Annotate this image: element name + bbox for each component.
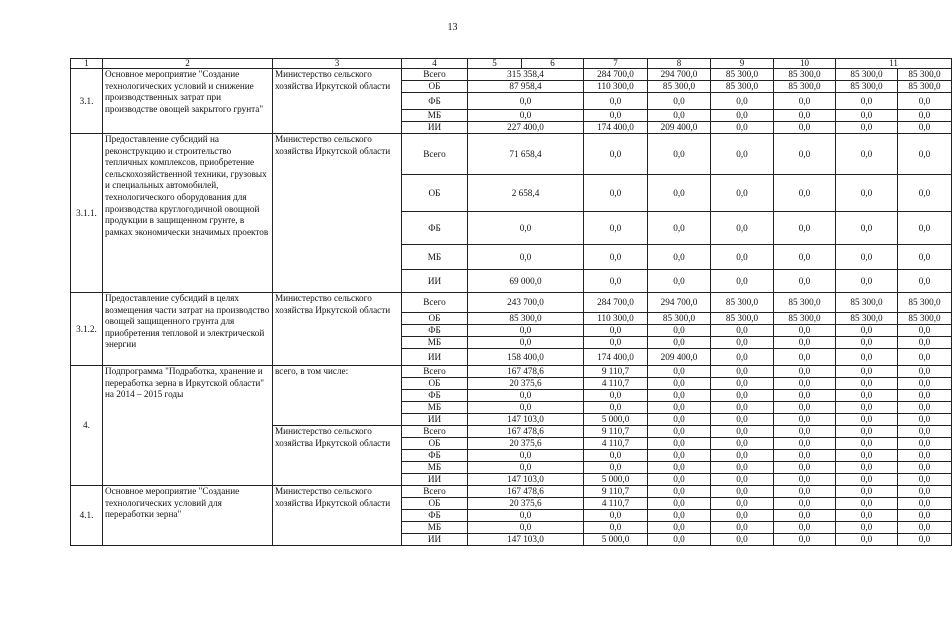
- amount-cell: 174 400,0: [584, 349, 648, 366]
- amount-cell: 0,0: [898, 175, 952, 212]
- funding-source: Всего: [402, 69, 468, 81]
- amount-cell: 0,0: [898, 474, 952, 486]
- amount-cell: 0,0: [711, 93, 774, 110]
- amount-cell: 0,0: [836, 366, 898, 378]
- amount-cell: 85 300,0: [836, 81, 898, 93]
- amount-cell: 0,0: [468, 212, 584, 245]
- amount-cell: 20 375,6: [468, 438, 584, 450]
- amount-cell: 0,0: [898, 349, 952, 366]
- amount-cell: 85 300,0: [468, 313, 584, 325]
- amount-cell: 4 110,7: [584, 378, 648, 390]
- executor: Министерство сельского хозяйства Иркутской области: [273, 69, 402, 134]
- amount-cell: 0,0: [584, 134, 648, 175]
- amount-cell: 85 300,0: [898, 313, 952, 325]
- amount-cell: 85 300,0: [711, 81, 774, 93]
- amount-cell: 85 300,0: [774, 293, 836, 313]
- amount-cell: 0,0: [836, 325, 898, 337]
- item-name: Основное мероприятие "Создание технологических условий и снижение производственных затрат при производстве овощей закрытого грунта": [103, 69, 273, 134]
- amount-cell: 0,0: [468, 510, 584, 522]
- funding-source: ОБ: [402, 81, 468, 93]
- amount-cell: 0,0: [898, 325, 952, 337]
- amount-cell: 85 300,0: [836, 293, 898, 313]
- amount-cell: 0,0: [648, 378, 711, 390]
- amount-cell: 284 700,0: [584, 69, 648, 81]
- amount-cell: 0,0: [584, 450, 648, 462]
- amount-cell: 0,0: [774, 426, 836, 438]
- amount-cell: 0,0: [836, 337, 898, 349]
- amount-cell: 0,0: [648, 325, 711, 337]
- amount-cell: 0,0: [584, 270, 648, 293]
- amount-cell: 0,0: [836, 462, 898, 474]
- amount-cell: 69 000,0: [468, 270, 584, 293]
- amount-cell: 0,0: [774, 270, 836, 293]
- amount-cell: 0,0: [648, 426, 711, 438]
- amount-cell: 0,0: [836, 378, 898, 390]
- amount-cell: 0,0: [711, 426, 774, 438]
- amount-cell: 0,0: [584, 402, 648, 414]
- amount-cell: 0,0: [584, 212, 648, 245]
- amount-cell: 0,0: [836, 474, 898, 486]
- amount-cell: 0,0: [898, 426, 952, 438]
- amount-cell: 0,0: [711, 110, 774, 122]
- amount-cell: 20 375,6: [468, 378, 584, 390]
- amount-cell: 0,0: [648, 498, 711, 510]
- amount-cell: 0,0: [711, 349, 774, 366]
- amount-cell: 85 300,0: [898, 293, 952, 313]
- amount-cell: 110 300,0: [584, 81, 648, 93]
- funding-source: ФБ: [402, 93, 468, 110]
- amount-cell: 209 400,0: [648, 122, 711, 134]
- amount-cell: 0,0: [774, 450, 836, 462]
- item-name: Подпрограмма "Подработка, хранение и переработка зерна в Иркутской области" на 2014 – 2015 годы: [103, 366, 273, 486]
- amount-cell: 0,0: [648, 462, 711, 474]
- amount-cell: 0,0: [711, 414, 774, 426]
- page-number: 13: [447, 22, 458, 33]
- amount-cell: 0,0: [898, 534, 952, 546]
- amount-cell: 174 400,0: [584, 122, 648, 134]
- amount-cell: 0,0: [648, 402, 711, 414]
- amount-cell: 0,0: [898, 510, 952, 522]
- amount-cell: 0,0: [468, 522, 584, 534]
- funding-source: ОБ: [402, 378, 468, 390]
- amount-cell: 0,0: [648, 337, 711, 349]
- table-row: [71, 134, 952, 175]
- amount-cell: 0,0: [648, 390, 711, 402]
- amount-cell: 0,0: [774, 245, 836, 270]
- amount-cell: 0,0: [648, 414, 711, 426]
- amount-cell: 0,0: [774, 122, 836, 134]
- amount-cell: 0,0: [898, 414, 952, 426]
- item-number: 3.1.: [71, 69, 103, 134]
- amount-cell: 85 300,0: [648, 81, 711, 93]
- amount-cell: 0,0: [898, 378, 952, 390]
- funding-source: ФБ: [402, 325, 468, 337]
- table-header-row: [71, 59, 952, 69]
- amount-cell: 0,0: [711, 462, 774, 474]
- amount-cell: 0,0: [836, 390, 898, 402]
- funding-source: ОБ: [402, 175, 468, 212]
- amount-cell: 0,0: [774, 438, 836, 450]
- amount-cell: 0,0: [774, 175, 836, 212]
- amount-cell: 0,0: [584, 390, 648, 402]
- column-header-5: 5: [468, 59, 522, 69]
- amount-cell: 85 300,0: [711, 293, 774, 313]
- amount-cell: 0,0: [468, 390, 584, 402]
- amount-cell: 0,0: [774, 366, 836, 378]
- amount-cell: 0,0: [898, 212, 952, 245]
- amount-cell: 0,0: [711, 402, 774, 414]
- executor: Министерство сельского хозяйства Иркутской области: [273, 134, 402, 293]
- amount-cell: 0,0: [648, 474, 711, 486]
- amount-cell: 0,0: [711, 212, 774, 245]
- funding-source: ФБ: [402, 510, 468, 522]
- amount-cell: 0,0: [584, 93, 648, 110]
- amount-cell: 0,0: [711, 134, 774, 175]
- amount-cell: 158 400,0: [468, 349, 584, 366]
- amount-cell: 0,0: [774, 414, 836, 426]
- amount-cell: 0,0: [648, 110, 711, 122]
- column-header-9: 9: [711, 59, 774, 69]
- amount-cell: 0,0: [711, 175, 774, 212]
- funding-source: ФБ: [402, 212, 468, 245]
- amount-cell: 0,0: [898, 122, 952, 134]
- amount-cell: 0,0: [648, 93, 711, 110]
- amount-cell: 85 300,0: [898, 81, 952, 93]
- item-number: 4.1.: [71, 486, 103, 546]
- amount-cell: 0,0: [468, 462, 584, 474]
- amount-cell: 0,0: [584, 110, 648, 122]
- amount-cell: 0,0: [774, 325, 836, 337]
- amount-cell: 0,0: [836, 450, 898, 462]
- amount-cell: 0,0: [836, 349, 898, 366]
- amount-cell: 0,0: [468, 402, 584, 414]
- amount-cell: 227 400,0: [468, 122, 584, 134]
- amount-cell: 85 300,0: [711, 69, 774, 81]
- amount-cell: 9 110,7: [584, 426, 648, 438]
- table-row: [71, 69, 952, 81]
- funding-source: ИИ: [402, 270, 468, 293]
- amount-cell: 0,0: [898, 337, 952, 349]
- executor: Министерство сельского хозяйства Иркутской области: [273, 486, 402, 546]
- column-header-1: 1: [71, 59, 103, 69]
- amount-cell: 2 658,4: [468, 175, 584, 212]
- amount-cell: 0,0: [584, 462, 648, 474]
- amount-cell: 0,0: [898, 486, 952, 498]
- item-number: 3.1.1.: [71, 134, 103, 293]
- amount-cell: 0,0: [648, 486, 711, 498]
- amount-cell: 0,0: [711, 390, 774, 402]
- amount-cell: 147 103,0: [468, 414, 584, 426]
- amount-cell: 0,0: [774, 93, 836, 110]
- funding-source: ОБ: [402, 438, 468, 450]
- amount-cell: 0,0: [711, 486, 774, 498]
- funding-source: МБ: [402, 110, 468, 122]
- executor: Министерство сельского хозяйства Иркутской области: [273, 293, 402, 366]
- amount-cell: 87 958,4: [468, 81, 584, 93]
- amount-cell: 0,0: [711, 438, 774, 450]
- amount-cell: 0,0: [584, 175, 648, 212]
- amount-cell: 4 110,7: [584, 498, 648, 510]
- amount-cell: 0,0: [648, 245, 711, 270]
- funding-source: ОБ: [402, 498, 468, 510]
- amount-cell: 0,0: [774, 390, 836, 402]
- amount-cell: 0,0: [898, 438, 952, 450]
- amount-cell: 0,0: [836, 93, 898, 110]
- amount-cell: 0,0: [711, 498, 774, 510]
- table-row: [71, 366, 952, 378]
- funding-source: МБ: [402, 462, 468, 474]
- amount-cell: 71 658,4: [468, 134, 584, 175]
- amount-cell: 0,0: [836, 438, 898, 450]
- amount-cell: 85 300,0: [774, 313, 836, 325]
- amount-cell: 85 300,0: [774, 81, 836, 93]
- amount-cell: 0,0: [774, 349, 836, 366]
- amount-cell: 0,0: [774, 378, 836, 390]
- amount-cell: 0,0: [584, 337, 648, 349]
- amount-cell: 0,0: [711, 245, 774, 270]
- amount-cell: 0,0: [774, 486, 836, 498]
- column-header-7: 7: [584, 59, 648, 69]
- funding-source: ИИ: [402, 474, 468, 486]
- executor: всего, в том числе:: [273, 366, 402, 426]
- amount-cell: 209 400,0: [648, 349, 711, 366]
- amount-cell: 0,0: [711, 337, 774, 349]
- funding-source: МБ: [402, 337, 468, 349]
- amount-cell: 0,0: [898, 390, 952, 402]
- table-row: [71, 486, 952, 498]
- amount-cell: 0,0: [468, 110, 584, 122]
- amount-cell: 0,0: [648, 510, 711, 522]
- funding-source: ИИ: [402, 414, 468, 426]
- amount-cell: 85 300,0: [836, 69, 898, 81]
- executor: Министерство сельского хозяйства Иркутской области: [273, 426, 402, 486]
- amount-cell: 0,0: [648, 270, 711, 293]
- amount-cell: 85 300,0: [836, 313, 898, 325]
- item-name: Предоставление субсидий на реконструкцию и строительство тепличных комплексов, приобретение сельскохозяйственной техники, грузовых и специальных автомобилей, технологического оборудования для производства круглогодичной овощной продукции в защищенном грунте, в рамках экономически значимых проектов: [103, 134, 273, 293]
- amount-cell: 0,0: [898, 93, 952, 110]
- amount-cell: 0,0: [836, 110, 898, 122]
- amount-cell: 167 478,6: [468, 486, 584, 498]
- amount-cell: 5 000,0: [584, 474, 648, 486]
- amount-cell: 0,0: [648, 522, 711, 534]
- amount-cell: 0,0: [468, 93, 584, 110]
- amount-cell: 167 478,6: [468, 426, 584, 438]
- amount-cell: 0,0: [774, 498, 836, 510]
- amount-cell: 0,0: [774, 522, 836, 534]
- funding-source: МБ: [402, 522, 468, 534]
- program-funding-table: [70, 58, 952, 546]
- funding-source: ФБ: [402, 450, 468, 462]
- amount-cell: 0,0: [584, 325, 648, 337]
- column-header-4: 4: [402, 59, 468, 69]
- amount-cell: 0,0: [774, 110, 836, 122]
- amount-cell: 147 103,0: [468, 534, 584, 546]
- amount-cell: 0,0: [836, 270, 898, 293]
- table-row: [71, 293, 952, 313]
- amount-cell: 294 700,0: [648, 293, 711, 313]
- amount-cell: 0,0: [648, 438, 711, 450]
- amount-cell: 110 300,0: [584, 313, 648, 325]
- amount-cell: 0,0: [648, 134, 711, 175]
- amount-cell: 9 110,7: [584, 366, 648, 378]
- funding-source: Всего: [402, 293, 468, 313]
- amount-cell: 0,0: [648, 212, 711, 245]
- amount-cell: 0,0: [836, 175, 898, 212]
- item-name: Основное мероприятие "Создание технологических условий для переработки зерна": [103, 486, 273, 546]
- amount-cell: 85 300,0: [648, 313, 711, 325]
- amount-cell: 0,0: [774, 402, 836, 414]
- amount-cell: 0,0: [468, 450, 584, 462]
- amount-cell: 147 103,0: [468, 474, 584, 486]
- amount-cell: 0,0: [711, 474, 774, 486]
- amount-cell: 0,0: [711, 270, 774, 293]
- amount-cell: 0,0: [774, 134, 836, 175]
- funding-source: Всего: [402, 426, 468, 438]
- funding-source: МБ: [402, 245, 468, 270]
- amount-cell: 0,0: [898, 134, 952, 175]
- amount-cell: 0,0: [648, 534, 711, 546]
- funding-source: ИИ: [402, 349, 468, 366]
- amount-cell: 0,0: [711, 510, 774, 522]
- amount-cell: 0,0: [836, 212, 898, 245]
- amount-cell: 0,0: [898, 450, 952, 462]
- amount-cell: 0,0: [648, 450, 711, 462]
- amount-cell: 0,0: [898, 522, 952, 534]
- amount-cell: 0,0: [836, 486, 898, 498]
- amount-cell: 9 110,7: [584, 486, 648, 498]
- amount-cell: 0,0: [584, 522, 648, 534]
- amount-cell: 0,0: [711, 122, 774, 134]
- amount-cell: 5 000,0: [584, 534, 648, 546]
- amount-cell: 85 300,0: [898, 69, 952, 81]
- amount-cell: 85 300,0: [711, 313, 774, 325]
- amount-cell: 0,0: [898, 270, 952, 293]
- funding-source: Всего: [402, 134, 468, 175]
- column-header-11: 11: [836, 59, 952, 69]
- amount-cell: 167 478,6: [468, 366, 584, 378]
- amount-cell: 0,0: [836, 134, 898, 175]
- amount-cell: 4 110,7: [584, 438, 648, 450]
- amount-cell: 0,0: [836, 414, 898, 426]
- amount-cell: 5 000,0: [584, 414, 648, 426]
- amount-cell: 315 358,4: [468, 69, 584, 81]
- amount-cell: 0,0: [711, 325, 774, 337]
- amount-cell: 0,0: [774, 510, 836, 522]
- funding-source: ИИ: [402, 534, 468, 546]
- item-name: Предоставление субсидий в целях возмещения части затрат на производство овощей защищенного грунта для приобретения тепловой и электрической энергии: [103, 293, 273, 366]
- funding-source: МБ: [402, 402, 468, 414]
- amount-cell: 0,0: [836, 498, 898, 510]
- amount-cell: 243 700,0: [468, 293, 584, 313]
- item-number: 4.: [71, 366, 103, 486]
- funding-source: ФБ: [402, 390, 468, 402]
- amount-cell: 0,0: [836, 402, 898, 414]
- amount-cell: 0,0: [711, 366, 774, 378]
- amount-cell: 0,0: [468, 337, 584, 349]
- amount-cell: 0,0: [836, 426, 898, 438]
- column-header-8: 8: [648, 59, 711, 69]
- amount-cell: 0,0: [711, 534, 774, 546]
- amount-cell: 0,0: [711, 522, 774, 534]
- amount-cell: 0,0: [836, 510, 898, 522]
- funding-source: ОБ: [402, 313, 468, 325]
- amount-cell: 0,0: [774, 534, 836, 546]
- amount-cell: 0,0: [898, 498, 952, 510]
- amount-cell: 0,0: [711, 378, 774, 390]
- amount-cell: 0,0: [468, 245, 584, 270]
- column-header-10: 10: [774, 59, 836, 69]
- column-header-3: 3: [273, 59, 402, 69]
- amount-cell: 0,0: [648, 175, 711, 212]
- amount-cell: 0,0: [774, 212, 836, 245]
- amount-cell: 0,0: [774, 462, 836, 474]
- item-number: 3.1.2.: [71, 293, 103, 366]
- funding-source: ИИ: [402, 122, 468, 134]
- amount-cell: 0,0: [836, 245, 898, 270]
- amount-cell: 0,0: [468, 325, 584, 337]
- amount-cell: 0,0: [898, 245, 952, 270]
- amount-cell: 0,0: [836, 522, 898, 534]
- amount-cell: 0,0: [898, 402, 952, 414]
- amount-cell: 0,0: [711, 450, 774, 462]
- amount-cell: 0,0: [774, 337, 836, 349]
- amount-cell: 20 375,6: [468, 498, 584, 510]
- amount-cell: 0,0: [898, 110, 952, 122]
- amount-cell: 0,0: [898, 462, 952, 474]
- column-header-2: 2: [103, 59, 273, 69]
- amount-cell: 294 700,0: [648, 69, 711, 81]
- amount-cell: 0,0: [584, 245, 648, 270]
- amount-cell: 0,0: [648, 366, 711, 378]
- amount-cell: 284 700,0: [584, 293, 648, 313]
- funding-source: Всего: [402, 486, 468, 498]
- funding-source: Всего: [402, 366, 468, 378]
- amount-cell: 0,0: [774, 474, 836, 486]
- amount-cell: 0,0: [584, 510, 648, 522]
- amount-cell: 0,0: [836, 122, 898, 134]
- amount-cell: 85 300,0: [774, 69, 836, 81]
- column-header-6: 6: [522, 59, 584, 69]
- amount-cell: 0,0: [898, 366, 952, 378]
- amount-cell: 0,0: [836, 534, 898, 546]
